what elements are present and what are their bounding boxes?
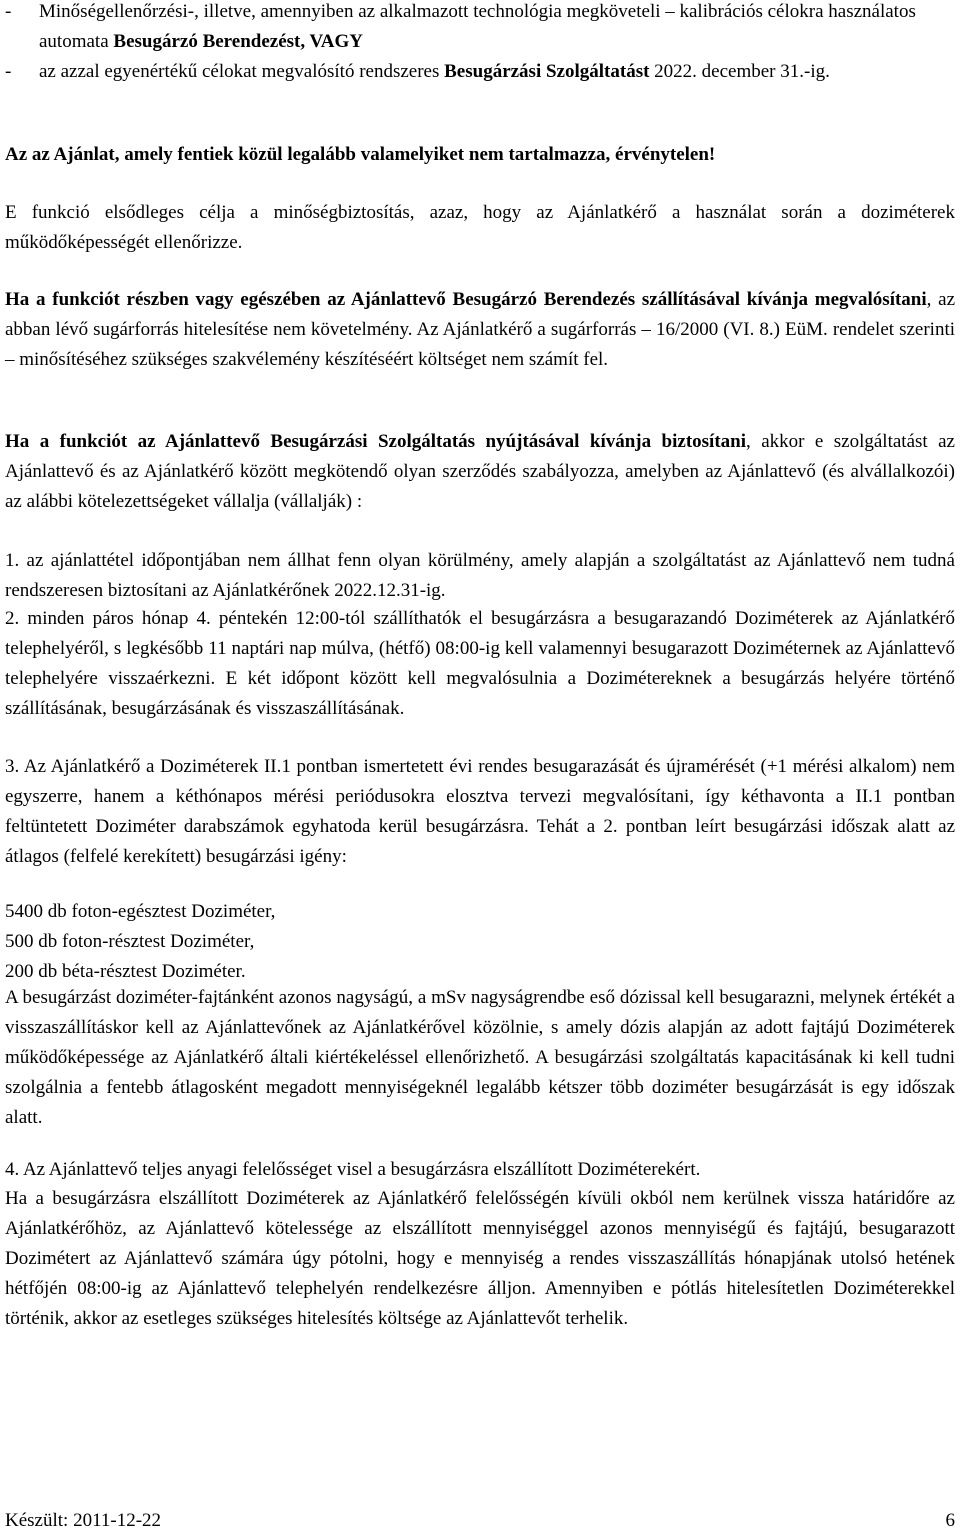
bullet-item	[5, 57, 955, 87]
dosimeter-count-item: 200 db béta-résztest Doziméter.	[5, 961, 246, 982]
obligation-item-1: 1. az ajánlattétel időpontjában nem állhat fenn olyan körülmény, amely alapján a szolgáltatást az Ajánlattevő nem tudná rendszeresen biztosítani az Ajánlatkérőnek 2022.12.31-ig.	[5, 550, 955, 601]
service-paragraph-text: , akkor e szolgáltatást az Ajánlattevő és az Ajánlatkérő között megkötendő olyan szerződés szabályozza, amelyben az Ajánlattevő (és alvállalkozói) az alábbi kötelezettségeket vállalja (vállalják) :	[5, 431, 955, 512]
document-page	[5, 0, 955, 1537]
bullet-text-plain: Minőségellenőrzési-, illetve, amennyiben az alkalmazott technológia megköveteli – kalibrációs célokra használatos automata	[39, 1, 916, 52]
bullet-text-bold: Besugárzó Berendezést, VAGY	[113, 31, 364, 52]
device-paragraph-text: , az abban lévő sugárforrás hitelesítése nem követelmény. Az Ajánlatkérő a sugárforrás – 16/2000 (VI. 8.) EüM. rendelet szerinti – minősítéséhez szükséges szakvélemény készítéséért költséget nem számít fel.	[5, 289, 956, 370]
device-paragraph	[5, 285, 955, 375]
page-footer	[5, 1506, 955, 1536]
obligation-item-2: 2. minden páros hónap 4. péntekén 12:00-tól szállíthatók el besugárzásra a besugarazandó Doziméterek az Ajánlatkérő telephelyéről, s legkésőbb 11 naptári nap múlva, (hétfő) 08:00-ig kell valamennyi besugarazott Doziméternek az Ajánlattevő telephelyére visszaérkezni. E két időpont között kell megvalósulnia a Dozimétereknek a besugárzás helyére történő szállításának, besugárzásának és visszaszállításának.	[5, 608, 955, 719]
device-paragraph-bold: Ha a funkciót részben vagy egészében az Ajánlattevő Besugárzó Berendezés szállításával kívánja megvalósítani	[5, 289, 927, 310]
service-paragraph	[5, 427, 955, 517]
bullet-text-bold: Besugárzási Szolgáltatást	[444, 61, 650, 82]
dosimeter-count-list	[5, 897, 955, 987]
invalid-notice: Az az Ajánlat, amely fentiek közül legalább valamelyiket nem tartalmazza, érvénytelen!	[5, 144, 716, 165]
bullet-dash: -	[5, 1, 12, 22]
dosimeter-count-item: 5400 db foton-egésztest Doziméter,	[5, 901, 276, 922]
dose-paragraph: A besugárzást doziméter-fajtánként azonos nagyságú, a mSv nagyságrendbe eső dózissal kell besugarazni, melynek értékét a visszaszállításkor kell az Ajánlattevőnek az Ajánlatkérővel közölnie, s amely dózis alapján az adott fajtájú Doziméterek működőképessége az Ajánlatkérő általi kiértékeléssel ellenőrizhető. A besugárzási szolgáltatás kapacitásának ki kell tudni szolgálnia a fentebb átlagosként megadott mennyiségeknél legalább kétszer több doziméter besugárzását is egy időszak alatt.	[5, 987, 955, 1128]
requirement-bullet-list	[5, 0, 955, 87]
obligation-item-4: 4. Az Ajánlattevő teljes anyagi felelősséget visel a besugárzásra elszállított Doziméterekért.	[5, 1159, 701, 1180]
bullet-text	[39, 0, 955, 57]
bullet-item	[5, 0, 955, 57]
purpose-paragraph: E funkció elsődleges célja a minőségbiztosítás, azaz, hogy az Ajánlatkérő a használat során a doziméterek működőképességét ellenőrizze.	[5, 202, 955, 253]
replacement-paragraph: Ha a besugárzásra elszállított Doziméterek az Ajánlatkérő felelősségén kívüli okból nem kerülnek vissza határidőre az Ajánlatkérőhöz, az Ajánlattevő kötelessége az elszállított mennyiséggel azonos mennyiségű és fajtájú, besugarazott Dozimétert az Ajánlattevő számára úgy pótolni, hogy e mennyiség a rendes visszaszállítás hónapjának utolsó hetének hétfőjén 08:00-ig az Ajánlattevő telephelyén rendelkezésre álljon. Amennyiben e pótlás hitelesítetlen Doziméterekkel történik, akkor az esetleges szükséges hitelesítés költsége az Ajánlattevőt terhelik.	[5, 1188, 955, 1329]
bullet-text	[39, 57, 955, 87]
bullet-text-plain: 2022. december 31.-ig.	[649, 61, 830, 82]
created-date: Készült: 2011-12-22	[5, 1510, 162, 1531]
bullet-dash: -	[5, 61, 12, 82]
bullet-text-plain: az azzal egyenértékű célokat megvalósító rendszeres	[39, 61, 445, 82]
page-number: 6	[945, 1510, 955, 1531]
obligation-item-3: 3. Az Ajánlatkérő a Doziméterek II.1 pontban ismertetett évi rendes besugarazását és újramérését (+1 mérési alkalom) nem egyszerre, hanem a kéthónapos mérési periódusokra elosztva tervezi megvalósítani, így kéthavonta a II.1 pontban feltüntetett Doziméter darabszámok egyhatoda kerül besugárzásra. Tehát a 2. pontban leírt besugárzási időszak alatt az átlagos (felfelé kerekített) besugárzási igény:	[5, 756, 955, 867]
service-paragraph-bold: Ha a funkciót az Ajánlattevő Besugárzási Szolgáltatás nyújtásával kívánja biztosítani	[5, 431, 747, 452]
dosimeter-count-item: 500 db foton-résztest Doziméter,	[5, 931, 255, 952]
